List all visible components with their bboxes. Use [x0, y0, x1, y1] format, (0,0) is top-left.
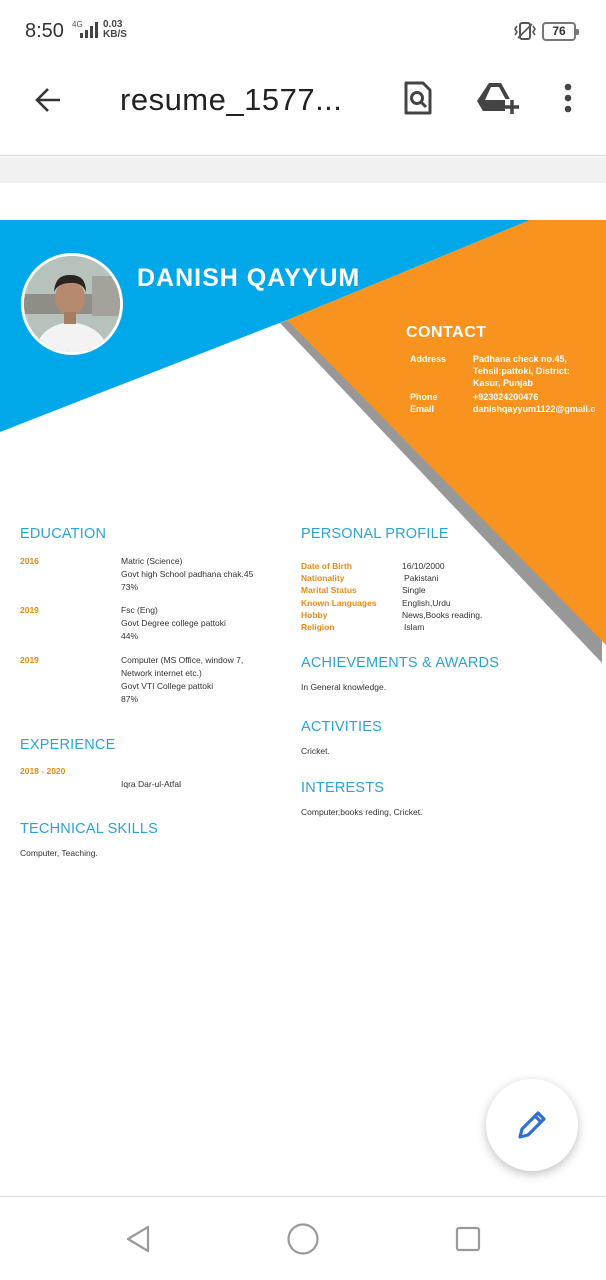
- profile-label: Known Languages: [301, 597, 377, 608]
- email-label: Email: [410, 404, 435, 414]
- more-options-button[interactable]: [546, 76, 590, 120]
- education-line: 44%: [121, 631, 139, 641]
- profile-label: Religion: [301, 622, 335, 633]
- education-entry: [121, 604, 226, 643]
- profile-value: English,Urdu: [402, 597, 451, 608]
- speed-unit: KB/S: [103, 29, 127, 40]
- education-line: Fsc (Eng): [121, 605, 158, 615]
- profile-label: Marital Status: [301, 585, 357, 596]
- profile-label: Nationality: [301, 573, 345, 584]
- interests-text: Computer,books reding, Cricket.: [301, 807, 423, 817]
- profile-labels: [301, 560, 377, 633]
- address-line: Padhana check no.45,: [473, 354, 568, 364]
- vibrate-icon: [514, 22, 536, 40]
- education-line: Govt Degree college pattoki: [121, 618, 226, 628]
- signal-icon: [80, 22, 100, 38]
- profile-values: [402, 560, 482, 633]
- add-to-drive-button[interactable]: [476, 76, 520, 120]
- address-value: [473, 353, 570, 389]
- arrow-left-icon: [33, 85, 63, 115]
- document-title: resume_1577...: [120, 82, 343, 117]
- app-bar: [0, 62, 606, 156]
- interests-heading: INTERESTS: [301, 780, 385, 796]
- education-entry: [121, 555, 253, 594]
- experience-heading: EXPERIENCE: [20, 737, 116, 753]
- education-line: Computer (MS Office, window 7,: [121, 655, 244, 665]
- education-line: 87%: [121, 694, 139, 704]
- education-year: 2016: [20, 556, 39, 566]
- status-bar: [0, 0, 606, 62]
- profile-value: Islam: [404, 622, 425, 633]
- phone-label: Phone: [410, 392, 438, 402]
- network-speed: [103, 20, 127, 40]
- experience-period: 2018 - 2020: [20, 766, 66, 776]
- add-to-drive-icon: [477, 81, 519, 115]
- status-time: 8:50: [25, 20, 64, 42]
- profile-photo: [21, 253, 123, 355]
- address-label: Address: [410, 354, 447, 364]
- activities-heading: ACTIVITIES: [301, 719, 382, 735]
- education-entry: [121, 654, 243, 706]
- technical-skills-text: Computer, Teaching.: [20, 848, 98, 858]
- battery-indicator: 76: [542, 22, 576, 41]
- experience-place: Iqra Dar-ul-Atfal: [121, 779, 181, 789]
- triangle-back-icon: [124, 1224, 152, 1254]
- education-year: 2019: [20, 605, 39, 615]
- circle-home-icon: [286, 1222, 320, 1256]
- document-margin: [0, 157, 606, 183]
- profile-value: 16/10/2000: [402, 561, 445, 571]
- profile-label: Date of Birth: [301, 561, 352, 571]
- find-in-document-button[interactable]: [396, 76, 440, 120]
- phone-value: +923024200476: [473, 392, 539, 402]
- education-line: Govt VTI College pattoki: [121, 681, 214, 691]
- square-recents-icon: [454, 1225, 482, 1253]
- nav-back-button[interactable]: [118, 1219, 158, 1259]
- person-photo-icon: [24, 256, 120, 352]
- back-button[interactable]: [26, 78, 70, 122]
- nav-recents-button[interactable]: [448, 1219, 488, 1259]
- education-line: Govt high School padhana chak.45: [121, 569, 254, 579]
- education-year: 2019: [20, 655, 39, 665]
- resume-name: DANISH QAYYUM: [137, 264, 361, 292]
- profile-value: News,Books reading.: [402, 609, 483, 620]
- profile-value: Pakistani: [404, 573, 439, 584]
- edit-button[interactable]: [486, 1079, 578, 1171]
- more-vert-icon: [563, 83, 573, 113]
- education-line: Network internet etc.): [121, 668, 202, 678]
- email-value: danishqayyum1122@gmail.c: [473, 404, 596, 414]
- speed-value: 0.03: [103, 19, 123, 30]
- education-heading: EDUCATION: [20, 526, 107, 542]
- personal-profile-heading: PERSONAL PROFILE: [301, 526, 449, 542]
- activities-text: Cricket.: [301, 746, 330, 756]
- education-line: Matric (Science): [121, 556, 183, 566]
- contact-heading: CONTACT: [406, 324, 487, 341]
- address-line: Tehsil:pattoki, District:: [473, 366, 570, 376]
- network-type: 4G: [72, 20, 83, 29]
- resume-page[interactable]: [0, 220, 606, 920]
- address-line: Kasur, Punjab: [473, 378, 534, 388]
- education-line: 73%: [121, 582, 139, 592]
- navigation-bar: [0, 1196, 606, 1280]
- achievements-text: In General knowledge.: [301, 682, 387, 692]
- find-in-document-icon: [403, 81, 433, 115]
- technical-skills-heading: TECHNICAL SKILLS: [20, 821, 159, 837]
- profile-value: Single: [402, 585, 426, 596]
- nav-home-button[interactable]: [283, 1219, 323, 1259]
- achievements-heading: ACHIEVEMENTS & AWARDS: [301, 655, 500, 671]
- profile-label: Hobby: [301, 609, 328, 620]
- pencil-icon: [515, 1108, 549, 1142]
